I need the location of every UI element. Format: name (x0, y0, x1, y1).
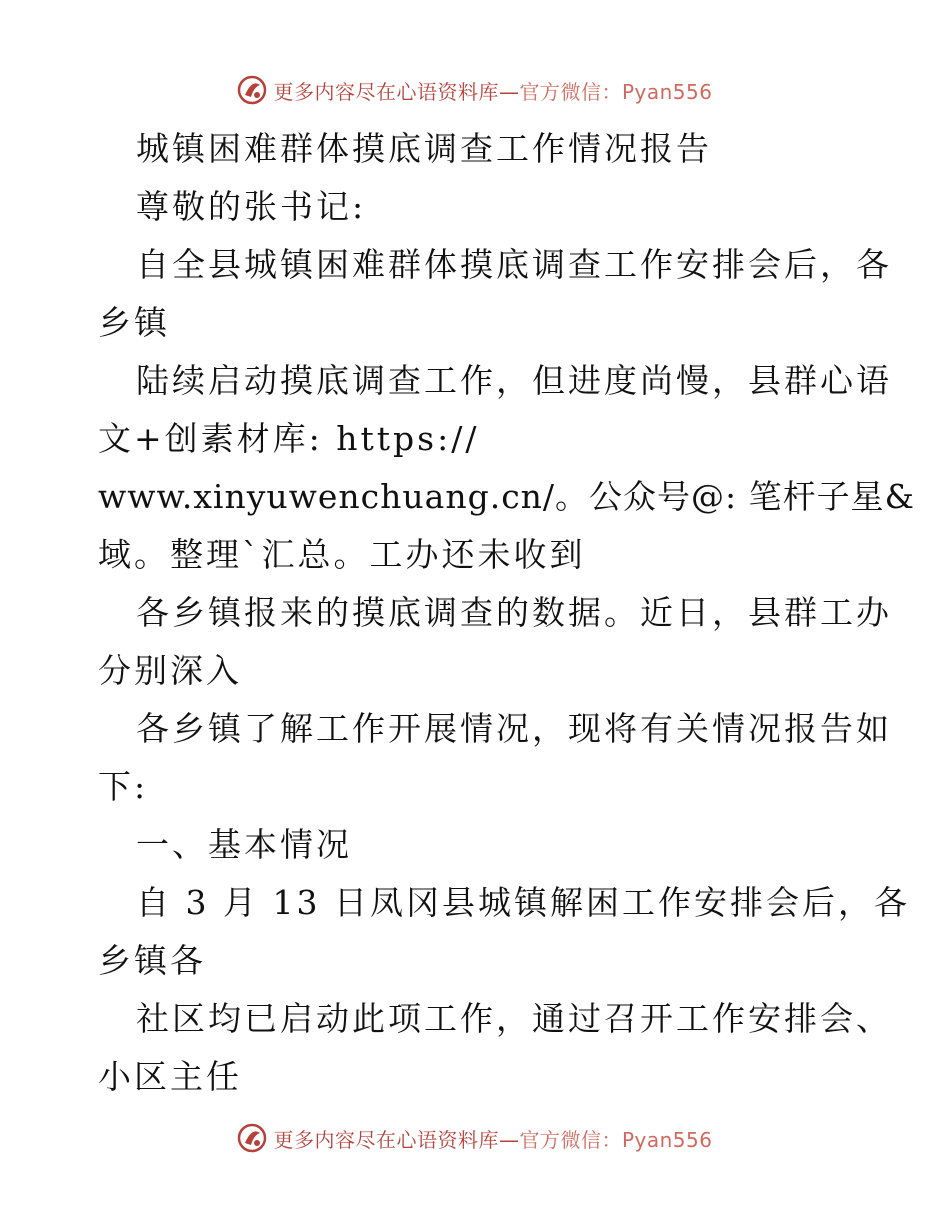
logo-icon (237, 75, 267, 105)
document-body (98, 120, 916, 1106)
document-title: 城镇困难群体摸底调查工作情况报告 (136, 129, 712, 168)
paragraph-line: 分别深入 (98, 651, 242, 690)
paragraph-line: 域。整理`汇总。工办还未收到 (98, 535, 586, 574)
watermark-text: 更多内容尽在心语资料库—官方微信：Pyan556 (273, 79, 713, 104)
paragraph-line: 自全县城镇困难群体摸底调查工作安排会后，各 (136, 245, 892, 284)
paragraph-line: www.xinyuwenchuang.cn/。公众号@: 笔杆子星& (98, 477, 916, 516)
salutation: 尊敬的张书记: (136, 187, 367, 226)
watermark-text: 更多内容尽在心语资料库—官方微信：Pyan556 (273, 1127, 713, 1152)
logo-icon (237, 1123, 267, 1153)
paragraph-line: 乡镇各 (98, 941, 206, 980)
paragraph-line: 社区均已启动此项工作，通过召开工作安排会、 (136, 999, 892, 1038)
paragraph-line: 下: (98, 767, 149, 806)
paragraph-line: 陆续启动摸底调查工作，但进度尚慢，县群心语 (136, 361, 892, 400)
paragraph-line: 小区主任 (98, 1057, 242, 1096)
watermark-banner-bottom (0, 1118, 950, 1158)
paragraph-line: 文+创素材库: https:// (98, 419, 480, 458)
watermark-banner-top (0, 70, 950, 110)
paragraph-line: 各乡镇报来的摸底调查的数据。近日，县群工办 (136, 593, 892, 632)
paragraph-line: 乡镇 (98, 303, 170, 342)
paragraph-line: 自 3 月 13 日凤冈县城镇解困工作安排会后，各 (136, 883, 910, 922)
section-heading: 一、基本情况 (136, 825, 352, 864)
paragraph-line: 各乡镇了解工作开展情况，现将有关情况报告如 (136, 709, 892, 748)
